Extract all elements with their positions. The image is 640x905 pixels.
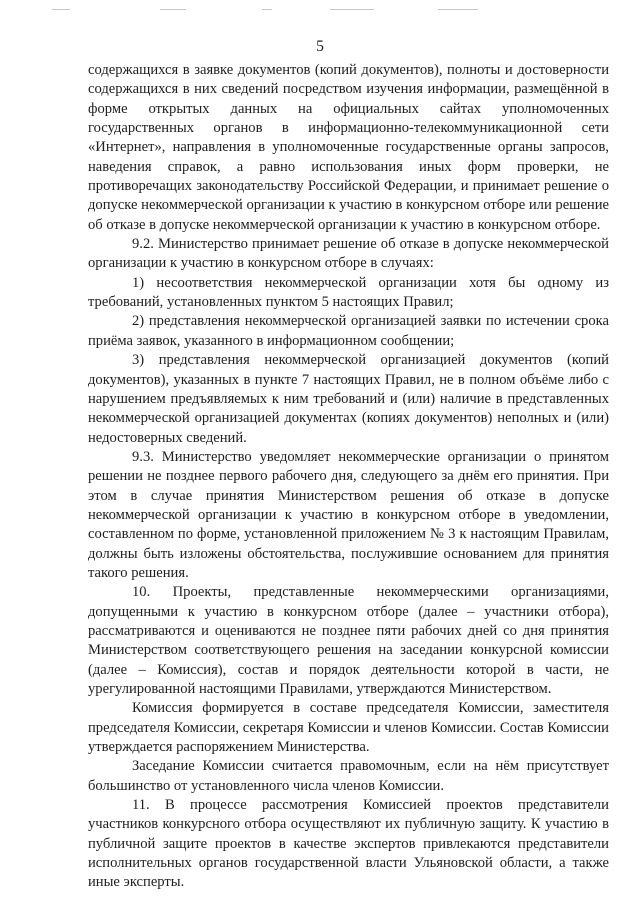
scan-artifact (52, 9, 70, 10)
scan-artifact (330, 9, 374, 10)
scan-artifact (438, 9, 478, 10)
paragraph-11: 11. В процессе рассмотрения Комиссией проектов представители участников конкурсного отбора осуществляют их публичную защиту. К участию в публичной защите проектов в качестве экспертов привлекаются представители исполнительных органов государственной власти Ульяновской области, а также иные эксперты. (88, 797, 609, 891)
scan-artifact (160, 9, 186, 10)
paragraph-10: 10. Проекты, представленные некоммерческими организациями, допущенными к участию в конкурсном отборе (далее – участники отбора), рассматриваются и оцениваются не позднее пяти рабочих дней со дня принятия Министерством соответствующего решения на заседании конкурсной комиссии (далее – Комиссия), состав и порядок деятельности которой в части, не урегулированной настоящими Правилами, утверждаются Министерством. (88, 584, 609, 697)
paragraph-9-1-continuation: содержащихся в заявке документов (копий документов), полноты и достоверности содержащихся в них сведений посредством изучения информации, размещённой в форме открытых данных на официальных сайтах уполномоченных государственных органов в информационно-телекоммуникационной сети «Интернет», направления в уполномоченные государственные органы запросов, наведения справок, а равно использования иных форм проверки, не противоречащих законодательству Российской Федерации, и принимает решение о допуске некоммерческой организации к участию в конкурсном отборе или решение об отказе в допуске некоммерческой организации к участию в конкурсном отборе. (88, 62, 609, 233)
paragraph-commission-quorum: Заседание Комиссии считается правомочным, если на нём присутствует большинство от установленного числа членов Комиссии. (88, 758, 609, 794)
paragraph-9-3: 9.3. Министерство уведомляет некоммерческие организации о принятом решении не позднее первого рабочего дня, следующего за днём его принятия. При этом в случае принятия Министерством решения об отказе в допуске некоммерческой организации к участию в конкурсном отборе в уведомлении, составленном по форме, установленной приложением № 3 к настоящим Правилам, должны быть изложены обстоятельства, послужившие основанием для принятия такого решения. (88, 448, 609, 581)
scan-artifact (262, 9, 272, 10)
list-item-3: 3) представления некоммерческой организацией документов (копий документов), указанных в пункте 7 настоящих Правил, не в полном объёме либо с нарушением предъявляемых к ним требований и (или) наличие в представленных некоммерческой организацией документах (копиях документов) неполных и (или) недостоверных сведений. (88, 352, 609, 446)
document-body (88, 61, 609, 893)
list-item-2: 2) представления некоммерческой организацией заявки по истечении срока приёма заявок, указанного в информационном сообщении; (88, 313, 609, 349)
paragraph-commission-composition: Комиссия формируется в составе председателя Комиссии, заместителя председателя Комиссии, секретаря Комиссии и членов Комиссии. Состав Комиссии утверждается распоряжением Министерства. (88, 700, 609, 756)
page-number: 5 (316, 38, 324, 55)
paragraph-9-2: 9.2. Министерство принимает решение об отказе в допуске некоммерческой организации к участию в конкурсном отборе в случаях: (88, 236, 609, 272)
list-item-1: 1) несоответствия некоммерческой организации хотя бы одному из требований, установленных пунктом 5 настоящих Правил; (88, 274, 609, 311)
